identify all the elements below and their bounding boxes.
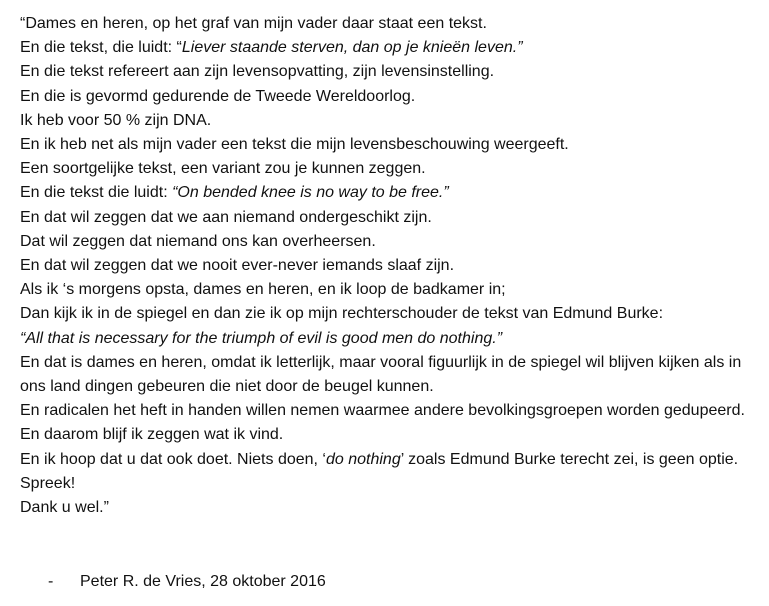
quote-line: Dat wil zeggen dat niemand ons kan overheersen. xyxy=(20,232,376,250)
quote-line xyxy=(20,36,765,60)
quote-line: Als ik ‘s morgens opsta, dames en heren, en ik loop de badkamer in; xyxy=(20,281,506,299)
attribution-text: Peter R. de Vries, 28 oktober 2016 xyxy=(80,573,326,590)
quote-text: En die tekst, die luidt: “ xyxy=(20,39,182,57)
quote-line: En die is gevormd gedurende de Tweede Wereldoorlog. xyxy=(20,87,416,105)
quote-italic-text: do nothing xyxy=(325,450,401,468)
quote-text: ’ zoals Edmund Burke terecht zei, is geen optie. Spreek! xyxy=(20,450,739,492)
quote-text: En ik hoop dat u dat ook doet. Niets doen, ‘ xyxy=(20,450,326,468)
quote-line: Dan kijk ik in de spiegel en dan zie ik op mijn rechterschouder de tekst van Edmund Burke: xyxy=(20,305,664,323)
quote-line: En dat is dames en heren, omdat ik letterlijk, maar vooral figuurlijk in de spiegel wil blijven kijken als in ons land dingen gebeuren die niet door de beugel kunnen. xyxy=(20,353,742,396)
quote-italic-text: Liever staande sterven, dan op je knieën leven.” xyxy=(181,39,523,57)
quote-line xyxy=(20,448,765,496)
attribution-dash: - xyxy=(48,573,54,590)
quote-line: En ik heb net als mijn vader een tekst die mijn levensbeschouwing weergeeft. xyxy=(20,136,569,154)
attribution xyxy=(48,570,326,594)
quote-italic-text: “On bended knee is no way to be free.” xyxy=(172,184,449,202)
quote-line: En radicalen het heft in handen willen nemen waarmee andere bevolkingsgroepen worden gedupeerd. xyxy=(20,402,745,420)
quote-line: Een soortgelijke tekst, een variant zou je kunnen zeggen. xyxy=(20,160,426,178)
quote-line: Ik heb voor 50 % zijn DNA. xyxy=(20,111,212,129)
burke-quote: “All that is necessary for the triumph of evil is good men do nothing.” xyxy=(20,329,503,347)
quote-body xyxy=(20,12,765,520)
quote-line: En daarom blijf ik zeggen wat ik vind. xyxy=(20,426,284,444)
quote-line: En die tekst refereert aan zijn levensopvatting, zijn levensinstelling. xyxy=(20,63,495,81)
quote-text: En die tekst die luidt: xyxy=(20,184,173,202)
quote-line xyxy=(20,327,765,351)
quote-line: Dank u wel.” xyxy=(20,499,109,517)
quote-line: En dat wil zeggen dat we aan niemand ondergeschikt zijn. xyxy=(20,208,432,226)
quote-line xyxy=(20,181,765,205)
quote-line: En dat wil zeggen dat we nooit ever-never iemands slaaf zijn. xyxy=(20,257,455,275)
quote-line: “Dames en heren, op het graf van mijn vader daar staat een tekst. xyxy=(20,15,487,32)
